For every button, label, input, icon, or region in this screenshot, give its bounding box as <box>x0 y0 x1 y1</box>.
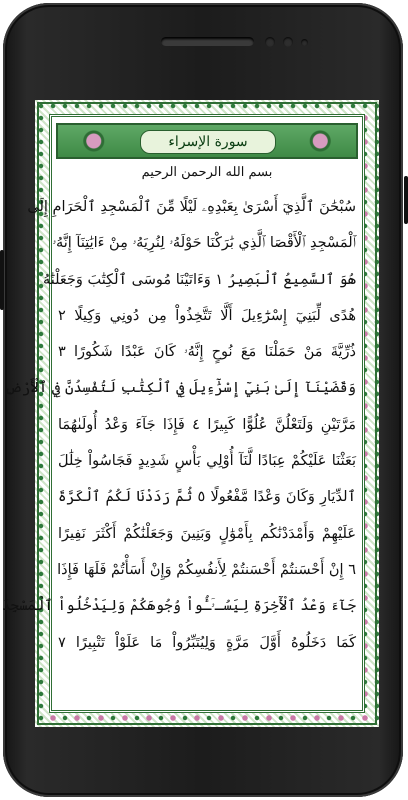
surah-header <box>56 123 358 159</box>
text-line: هُدًى لِّبَنِيٓ إِسْرَٰٓءِيلَ أَلَّا تَتَّخِذُواْ مِن دُونِي وَكِيلًا ٢ <box>58 307 356 324</box>
phone-frame <box>3 3 403 797</box>
text-line: بَعَثْنَا عَلَيْكُمْ عِبَادًا لَّنَآ أُوْلِي بَأْسٍ شَدِيدٍ فَجَاسُواْ خِلَٰلَ <box>58 453 356 470</box>
power-button[interactable] <box>404 176 408 224</box>
text-line: ٱلدِّيَارِ وَكَانَ وَعْدًا مَّفْعُولًا ٥ ثُمَّ رَدَدْنَا لَكُمُ ٱلْكَرَّةَ <box>58 489 356 506</box>
text-line: وَقَضَيْنَآ إِلَىٰ بَنِيٓ إِسْرَٰٓءِيلَ فِي ٱلْكِتَٰبِ لَتُفْسِدُنَّ فِي ٱلْأَرْضِ <box>4 380 356 397</box>
surah-title: سورة الإسراء <box>140 130 276 154</box>
text-line: مَرَّتَيْنِ وَلَتَعْلُنَّ عُلُوًّا كَبِيرًا ٤ فَإِذَا جَآءَ وَعْدُ أُولَىٰهُمَا <box>58 416 356 433</box>
basmala: بسم الله الرحمن الرحيم <box>141 165 273 180</box>
volume-button[interactable] <box>0 250 4 310</box>
text-line: جَآءَ وَعْدُ ٱلْأٓخِرَةِ لِيَسُـۥٓـُٔواْ وُجُوهَكُمْ وَلِيَدْخُلُواْ ٱلْمَسْجِدَ <box>1 598 356 615</box>
ornamental-border <box>1 100 379 727</box>
text-line: ٱلْمَسْجِدِ ٱلْأَقْصَا ٱلَّذِي بَٰرَكْنَا حَوْلَهُۥ لِنُرِيَهُۥ مِنْ ءَايَٰتِنَآ إِنَّهُۥ <box>52 235 356 252</box>
earpiece-speaker <box>161 37 254 46</box>
text-line: عَلَيْهِمْ وَأَمْدَدْنَٰكُم بِأَمْوَٰلٍ وَبَنِينَ وَجَعَلْنَٰكُمْ أَكْثَرَ نَفِيرًا <box>58 525 356 542</box>
front-camera <box>265 37 275 47</box>
proximity-sensor <box>283 37 293 47</box>
text-line: سُبْحَٰنَ ٱلَّذِيٓ أَسْرَىٰ بِعَبْدِهِۦ لَيْلًا مِّنَ ٱلْمَسْجِدِ ٱلْحَرَامِ إِلَى <box>27 199 356 215</box>
mushaf-page[interactable] <box>1 114 365 713</box>
ayah-lines <box>1 189 356 661</box>
light-sensor <box>301 39 308 46</box>
text-line: كَمَا دَخَلُوهُ أَوَّلَ مَرَّةٍ وَلِيُتَبِّرُواْ مَا عَلَوْاْ تَتْبِيرًا ٧ <box>58 634 356 651</box>
screen[interactable] <box>1 100 379 727</box>
text-line: ٦ إِنْ أَحْسَنتُمْ أَحْسَنتُمْ لِأَنفُسِكُمْ وَإِنْ أَسَأْتُمْ فَلَهَا فَإِذَا <box>57 561 356 578</box>
text-line: ذُرِّيَّةَ مَنْ حَمَلْنَا مَعَ نُوحٍ إِنَّهُۥ كَانَ عَبْدًا شَكُورًا ٣ <box>58 344 356 361</box>
text-line: هُوَ ٱلسَّمِيعُ ٱلْبَصِيرُ ١ وَءَاتَيْنَا مُوسَى ٱلْكِتَٰبَ وَجَعَلْنَٰهُ <box>42 271 356 288</box>
